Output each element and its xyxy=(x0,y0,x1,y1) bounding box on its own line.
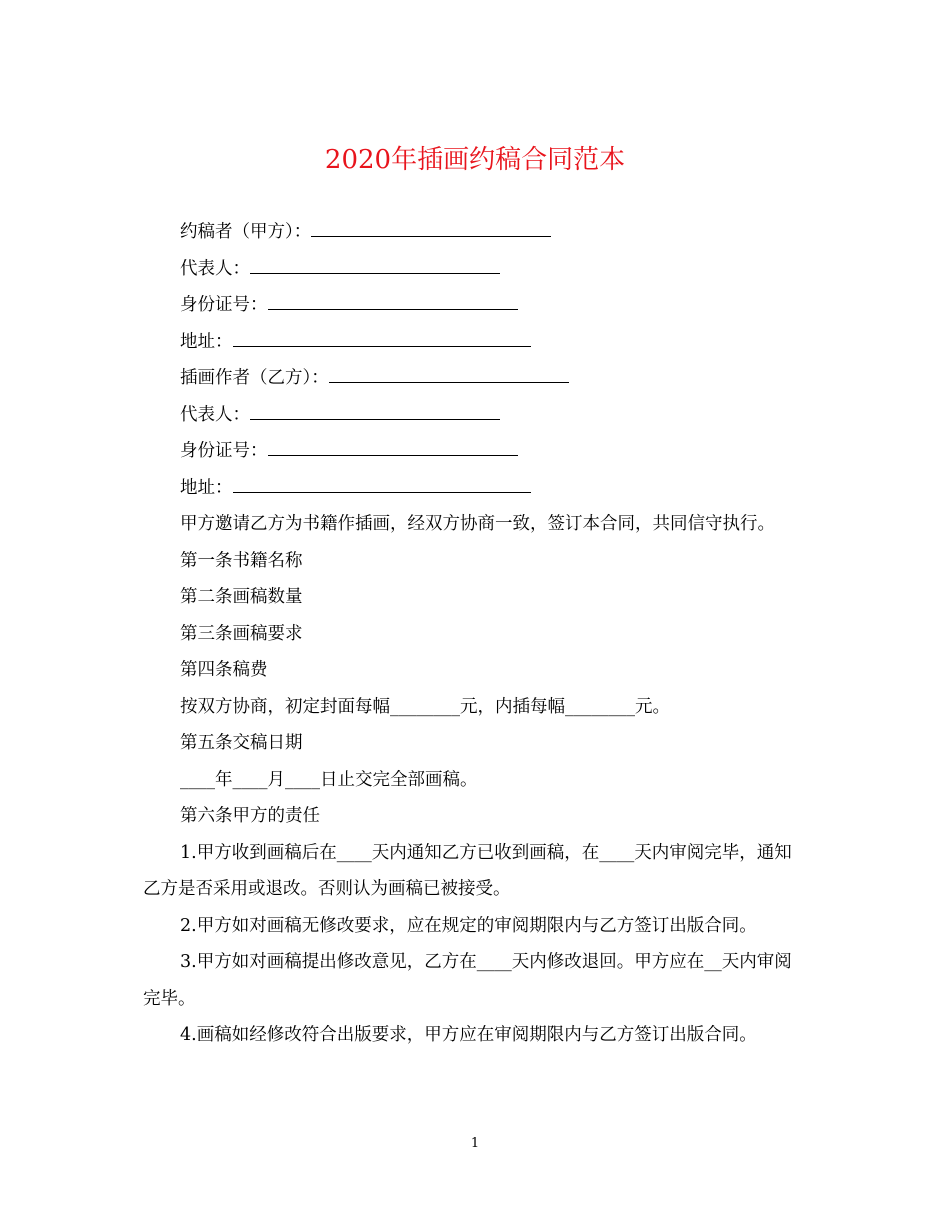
party-a-address-blank xyxy=(233,331,531,347)
intro-paragraph: 甲方邀请乙方为书籍作插画，经双方协商一致，签订本合同，共同信守执行。 xyxy=(180,514,775,534)
party-a-id-field xyxy=(143,287,803,324)
article-4-text: 按双方协商，初定封面每幅________元，内插每幅________元。 xyxy=(180,696,670,717)
party-b-label: 插画作者（乙方）： xyxy=(180,368,329,388)
article-6-heading: 第六条甲方的责任 xyxy=(180,806,320,826)
party-b-id-field xyxy=(143,433,803,470)
party-b-address-blank xyxy=(233,477,531,493)
party-b-address-label: 地址： xyxy=(180,477,233,498)
party-b-field xyxy=(143,360,803,397)
party-b-blank xyxy=(329,367,569,383)
party-b-address-field xyxy=(143,470,803,507)
article-6-item-1: 1.甲方收到画稿后在____天内通知乙方已收到画稿，在____天内审阅完毕，通知乙方是否采用或退改。否则认为画稿已被接受。 xyxy=(143,842,792,899)
party-b-id-label: 身份证号： xyxy=(180,441,268,461)
article-5-heading: 第五条交稿日期 xyxy=(180,733,303,753)
article-6-item-3: 3.甲方如对画稿提出修改意见，乙方在____天内修改退回。甲方应在__天内审阅完毕。 xyxy=(143,952,792,1009)
article-6-item-4: 4.画稿如经修改符合出版要求，甲方应在审阅期限内与乙方签订出版合同。 xyxy=(180,1025,757,1045)
party-a-rep-label: 代表人： xyxy=(180,258,250,279)
article-6-item-2: 2.甲方如对画稿无修改要求，应在规定的审阅期限内与乙方签订出版合同。 xyxy=(180,915,757,936)
article-5-text: ____年____月____日止交完全部画稿。 xyxy=(180,769,478,790)
party-b-id-blank xyxy=(268,440,518,456)
article-2-heading: 第二条画稿数量 xyxy=(180,587,303,607)
contract-body xyxy=(143,214,803,1054)
page-number: 1 xyxy=(470,1136,480,1151)
party-b-rep-label: 代表人： xyxy=(180,404,250,425)
party-a-blank xyxy=(311,221,551,237)
article-4-heading: 第四条稿费 xyxy=(180,660,268,680)
party-a-rep-blank xyxy=(250,258,500,274)
party-a-field xyxy=(143,214,803,251)
party-a-address-field xyxy=(143,324,803,361)
party-a-address-label: 地址： xyxy=(180,331,233,352)
page-title: 2020年插画约稿合同范本 xyxy=(324,145,626,175)
article-1-heading: 第一条书籍名称 xyxy=(180,550,303,571)
article-3-heading: 第三条画稿要求 xyxy=(180,623,303,644)
party-a-id-blank xyxy=(268,294,518,310)
party-a-id-label: 身份证号： xyxy=(180,295,268,315)
party-b-rep-field xyxy=(143,397,803,434)
party-a-label: 约稿者（甲方）： xyxy=(180,222,312,242)
party-b-rep-blank xyxy=(250,404,500,420)
party-a-rep-field xyxy=(143,251,803,288)
